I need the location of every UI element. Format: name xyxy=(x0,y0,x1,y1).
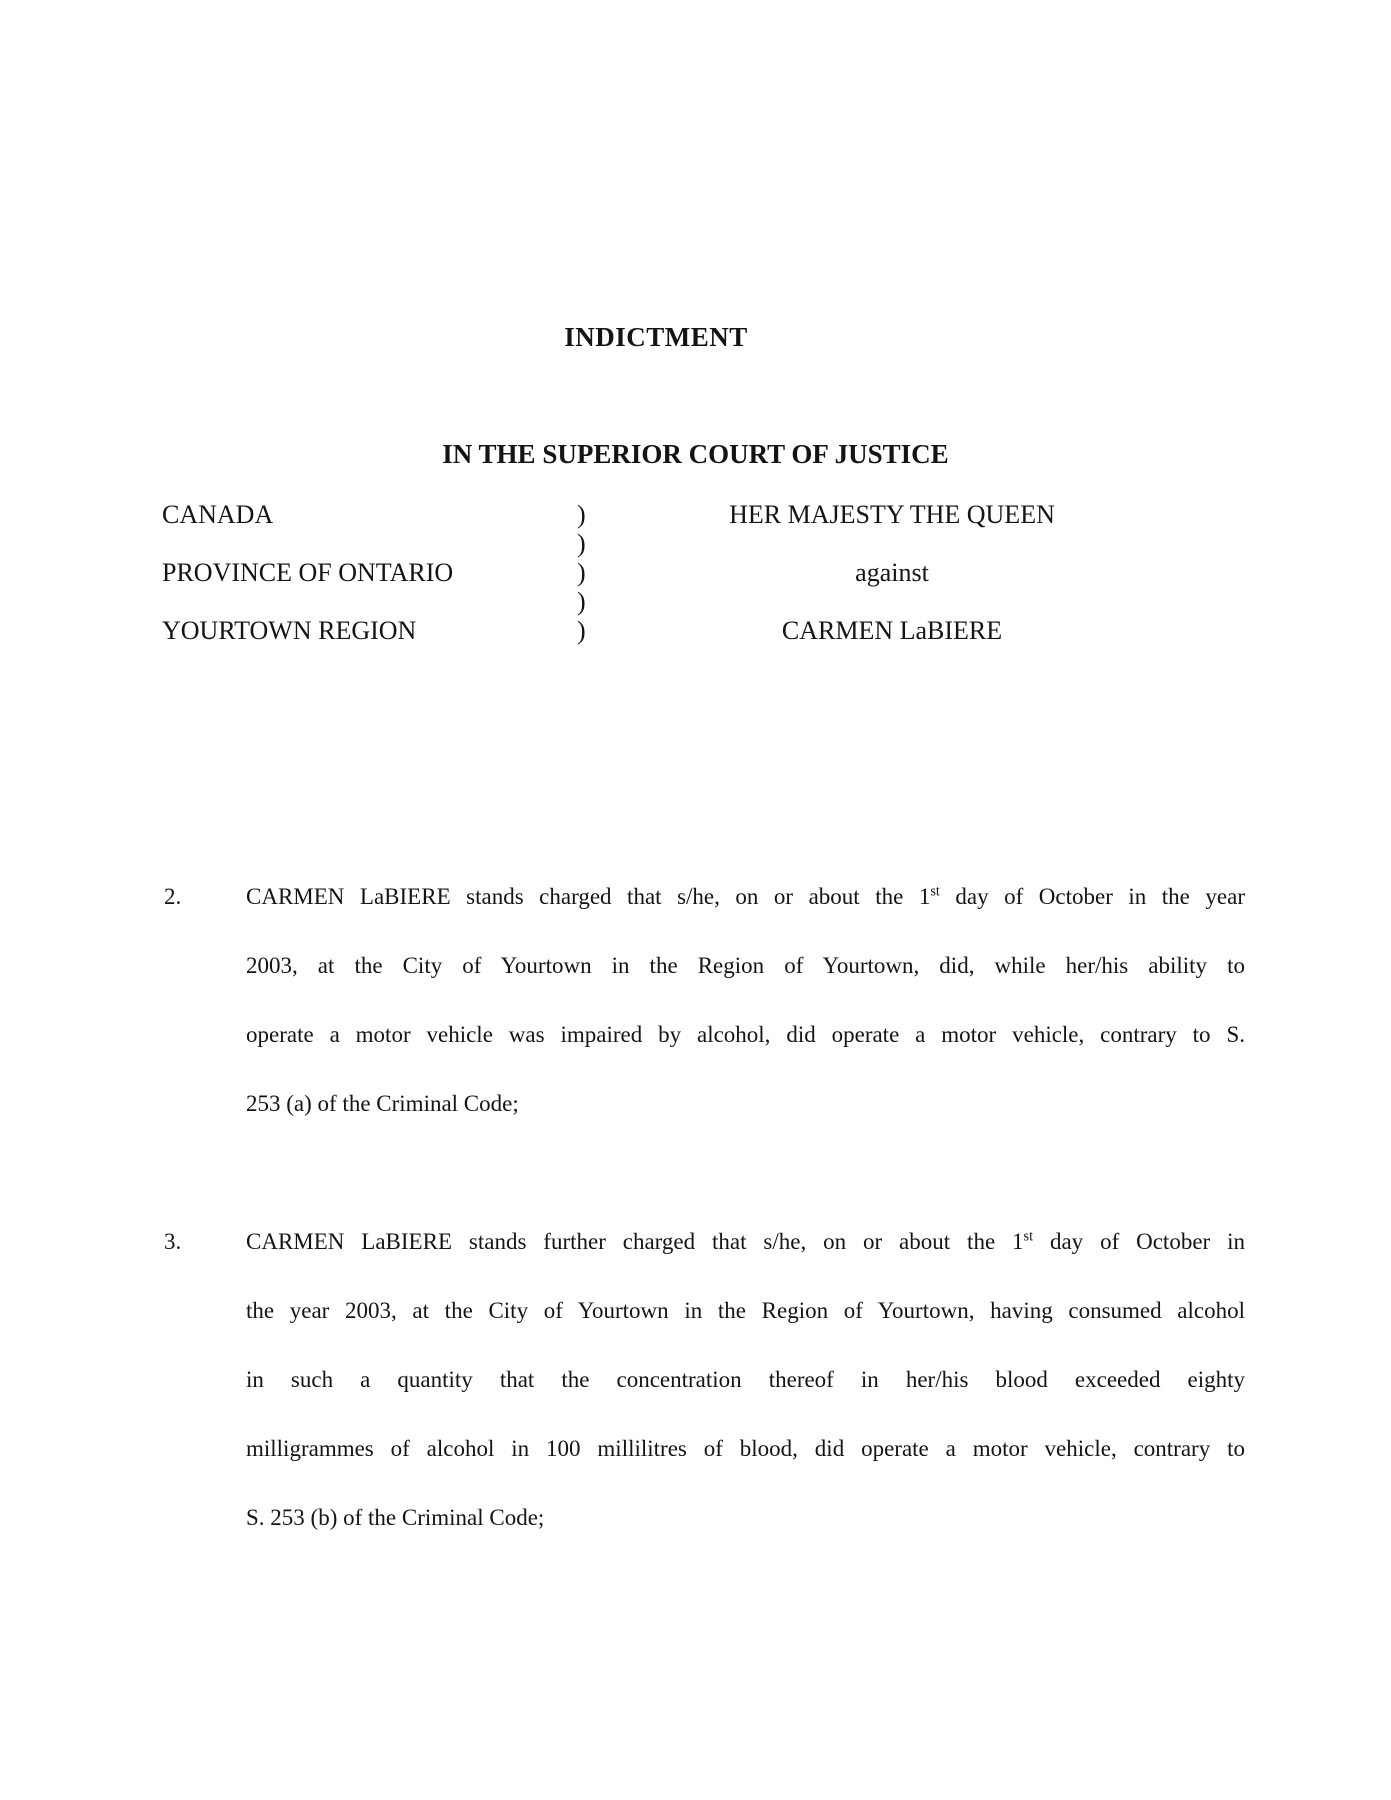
count-line xyxy=(246,1000,1245,1069)
ordinal-superscript: st xyxy=(1023,1228,1034,1245)
count-line-text: in such a quantity that the concentration thereof in her/his blood exceeded eighty xyxy=(246,1367,1245,1392)
party-block xyxy=(162,500,1182,645)
count-line xyxy=(246,1483,1245,1552)
party-right-label xyxy=(602,529,1182,558)
count-line-text: day of October in the year xyxy=(939,884,1245,909)
party-left-label xyxy=(162,587,577,616)
count-line-text: CARMEN LaBIERE stands charged that s/he, on or about the 1 xyxy=(246,884,931,909)
count-paragraph-3 xyxy=(164,1207,1245,1552)
count-line-text: operate a motor vehicle was impaired by alcohol, did operate a motor vehicle, contrary to S. xyxy=(246,1022,1245,1047)
party-bracket: ) xyxy=(577,616,586,645)
party-right-label: CARMEN LaBIERE xyxy=(781,616,1003,645)
ordinal-superscript: st xyxy=(930,883,940,900)
count-number: 2. xyxy=(164,884,182,909)
count-line xyxy=(246,1414,1245,1483)
party-row xyxy=(162,529,1182,558)
party-row xyxy=(162,616,1182,645)
count-line-text: the year 2003, at the City of Yourtown in the Region of Yourtown, having consumed alcohol xyxy=(246,1298,1245,1323)
count-line-text: 2003, at the City of Yourtown in the Region of Yourtown, did, while her/his ability to xyxy=(246,953,1245,978)
count-body xyxy=(246,862,1245,1138)
party-left-label: YOURTOWN REGION xyxy=(162,616,417,645)
count-number: 3. xyxy=(164,1229,182,1254)
party-bracket: ) xyxy=(577,558,586,587)
court-heading: IN THE SUPERIOR COURT OF JUSTICE xyxy=(442,439,949,469)
party-bracket: ) xyxy=(577,529,586,558)
party-left-label xyxy=(162,529,577,558)
count-line-text: CARMEN LaBIERE stands further charged that s/he, on or about the 1 xyxy=(246,1229,1024,1254)
count-line xyxy=(246,1276,1245,1345)
count-paragraph-2 xyxy=(164,862,1245,1138)
count-line-text: 253 (a) of the Criminal Code; xyxy=(246,1091,519,1116)
party-left-label: CANADA xyxy=(162,500,274,529)
count-line xyxy=(246,1069,1245,1138)
party-row xyxy=(162,500,1182,529)
party-right-label: HER MAJESTY THE QUEEN xyxy=(729,500,1055,529)
party-right-label: against xyxy=(855,558,929,587)
count-line xyxy=(246,862,1245,931)
count-line-text: S. 253 (b) of the Criminal Code; xyxy=(246,1505,545,1530)
party-row xyxy=(162,558,1182,587)
count-body xyxy=(246,1207,1245,1552)
count-line-text: milligrammes of alcohol in 100 millilitres of blood, did operate a motor vehicle, contrary to xyxy=(246,1436,1245,1461)
party-bracket: ) xyxy=(577,500,586,529)
count-line xyxy=(246,931,1245,1000)
count-line xyxy=(246,1345,1245,1414)
count-line xyxy=(246,1207,1245,1276)
party-left-label: PROVINCE OF ONTARIO xyxy=(162,558,454,587)
count-line-text: day of October in xyxy=(1033,1229,1245,1254)
party-bracket: ) xyxy=(577,587,586,616)
document-title: INDICTMENT xyxy=(564,322,748,352)
party-row xyxy=(162,587,1182,616)
party-right-label xyxy=(602,587,1182,616)
